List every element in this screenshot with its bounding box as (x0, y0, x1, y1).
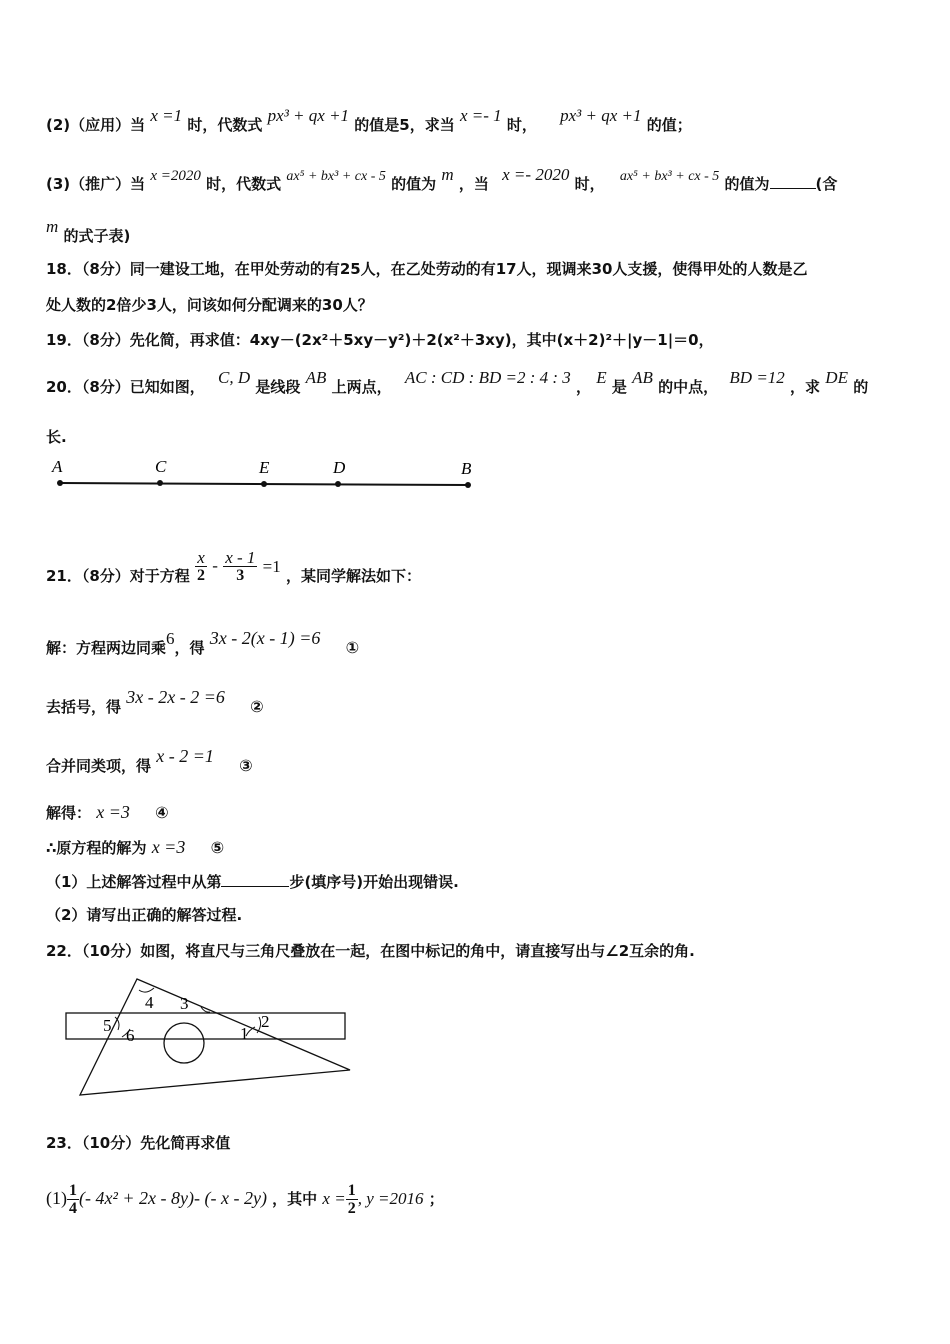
math-expr: (- 4x² + 2x - 8y)- (- x - 2y) (79, 1188, 267, 1208)
math-expr: x =3 (96, 802, 130, 822)
angle-4: 4 (145, 993, 154, 1012)
point-b (465, 482, 471, 488)
ruler-hole (164, 1023, 204, 1063)
math-cond: x =- 2020 (502, 165, 570, 184)
math-expr: ax⁵ + bx³ + cx - 5 (619, 169, 720, 184)
math-segment: AB (305, 368, 327, 387)
fraction: $\frac{1}{2}$ (347, 1182, 356, 1217)
point-c (157, 480, 163, 486)
math-expr: x =3 (151, 837, 186, 857)
math-segment: DE (825, 368, 848, 387)
step-mark: ③ (239, 756, 253, 775)
step-mark: ④ (155, 803, 169, 822)
q18-line1: 18．（8分）同一建设工地，在甲处劳动的有25人，在乙处劳动的有17人，现调来30人支援，使得甲处的人数是乙 (46, 260, 808, 278)
label-d: D (333, 458, 346, 477)
math-expr: 3x - 2(x - 1) =6 (209, 628, 321, 648)
ruler-triangle-figure (60, 975, 360, 1105)
q17-part3-cont: m 的式子表) (46, 217, 131, 245)
step-mark: ⑤ (210, 838, 225, 857)
step-mark: ② (250, 697, 264, 716)
math-expr: 3x - 2x - 2 =6 (126, 687, 225, 707)
triangle (80, 979, 350, 1095)
q21-step4: 解得： x =3 ④ (46, 802, 169, 822)
point-d (335, 481, 341, 487)
angle-5: 5 (103, 1016, 112, 1035)
math-cond: x =1 (150, 106, 183, 125)
q21-step1: 解：方程两边同乘6，得 3x - 2(x - 1) =6 ① (46, 628, 360, 657)
point-a (57, 480, 63, 486)
step-mark: ① (345, 638, 360, 657)
math-var: m (441, 165, 454, 184)
math-cond: x =2020 (150, 168, 201, 184)
angle-3: 3 (180, 994, 189, 1013)
q21-part1: （1）上述解答过程中从第 步(填序号)开始出现错误. (46, 873, 459, 891)
q21-step3: 合并同类项，得 x - 2 =1 ③ (46, 746, 253, 775)
point-e (261, 481, 267, 487)
math-var: m (46, 217, 59, 236)
math-cond: x =- 1 (459, 106, 502, 125)
math-expr: x - 2 =1 (156, 746, 214, 766)
math-segment: AB (632, 368, 653, 387)
segment-figure (40, 452, 490, 504)
q17-part2: (2)（应用）当 x =1 时，代数式 px³ + qx +1 的值是5，求当 x =- 1 时， px³ + qx +1 的值； (46, 106, 692, 134)
label-c: C (155, 457, 167, 476)
fraction: $\frac{x}{2}$ (197, 548, 206, 584)
q19-line1: 19．（8分）先化简，再求值：4xy－(2x²＋5xy－y²)＋2(x²＋3xy)，其中(x＋2)²＋|y－1|＝0， (46, 331, 714, 349)
fraction: $\frac{x - 1}{3}$ (225, 548, 256, 584)
q21-part2: （2）请写出正确的解答过程. (46, 906, 243, 924)
math-point: E (596, 368, 607, 387)
q20-line1: 20．（8分）已知如图， C, D 是线段 AB 上两点， AC : CD : BD =2 : 4 : 3 ， E 是 AB 的中点， BD =12 ，求 DE 的 (46, 368, 869, 396)
math-points: C, D (218, 368, 251, 387)
angle-6: 6 (126, 1026, 135, 1045)
q17-part3: (3)（推广）当 x =2020 时，代数式 ax⁵ + bx³ + cx - 5 的值为 m ，当 x =- 2020 时， ax⁵ + bx³ + cx - 5 的值为 (含 (46, 165, 838, 193)
angle-2: 2 (261, 1012, 270, 1031)
label-e: E (259, 458, 270, 477)
math-expr: px³ + qx +1 (267, 106, 350, 125)
q20-line2: 长. (46, 428, 67, 446)
fraction: $\frac{1}{4}$ (69, 1182, 77, 1217)
math-ratio: AC : CD : BD =2 : 4 : 3 (404, 368, 571, 387)
q21-step5: ∴原方程的解为 x =3 ⑤ (46, 837, 225, 857)
q22-line1: 22．（10分）如图，将直尺与三角尺叠放在一起，在图中标记的角中，请直接写出与∠2互余的角. (46, 942, 695, 960)
q21-step2: 去括号，得 3x - 2x - 2 =6 ② (46, 687, 264, 716)
answer-blank (770, 174, 816, 189)
angle-1: 1 (240, 1024, 249, 1043)
math-length: BD =12 (729, 368, 785, 387)
math-expr: px³ + qx +1 (560, 106, 642, 125)
q23-part1: (1) $\frac{1}{4}$ (- 4x² + 2x - 8y)- (- x - 2y) ，其中 x = $\frac{1}{2}$ , y =2016 ； (46, 1182, 444, 1217)
math-expr: ax⁵ + bx³ + cx - 5 (286, 169, 386, 184)
q18-line2: 处人数的2倍少3人，问该如何分配调来的30人？ (46, 296, 373, 314)
label-a: A (52, 457, 63, 476)
label-b: B (461, 459, 472, 478)
q21-line1: 21．（8分）对于方程 $\frac{x}{2}$ - $\frac{x - 1}{3}$ =1 ，某同学解法如下： (46, 548, 421, 585)
answer-blank (221, 872, 289, 887)
q23-line1: 23．（10分）先化简再求值 (46, 1134, 231, 1152)
